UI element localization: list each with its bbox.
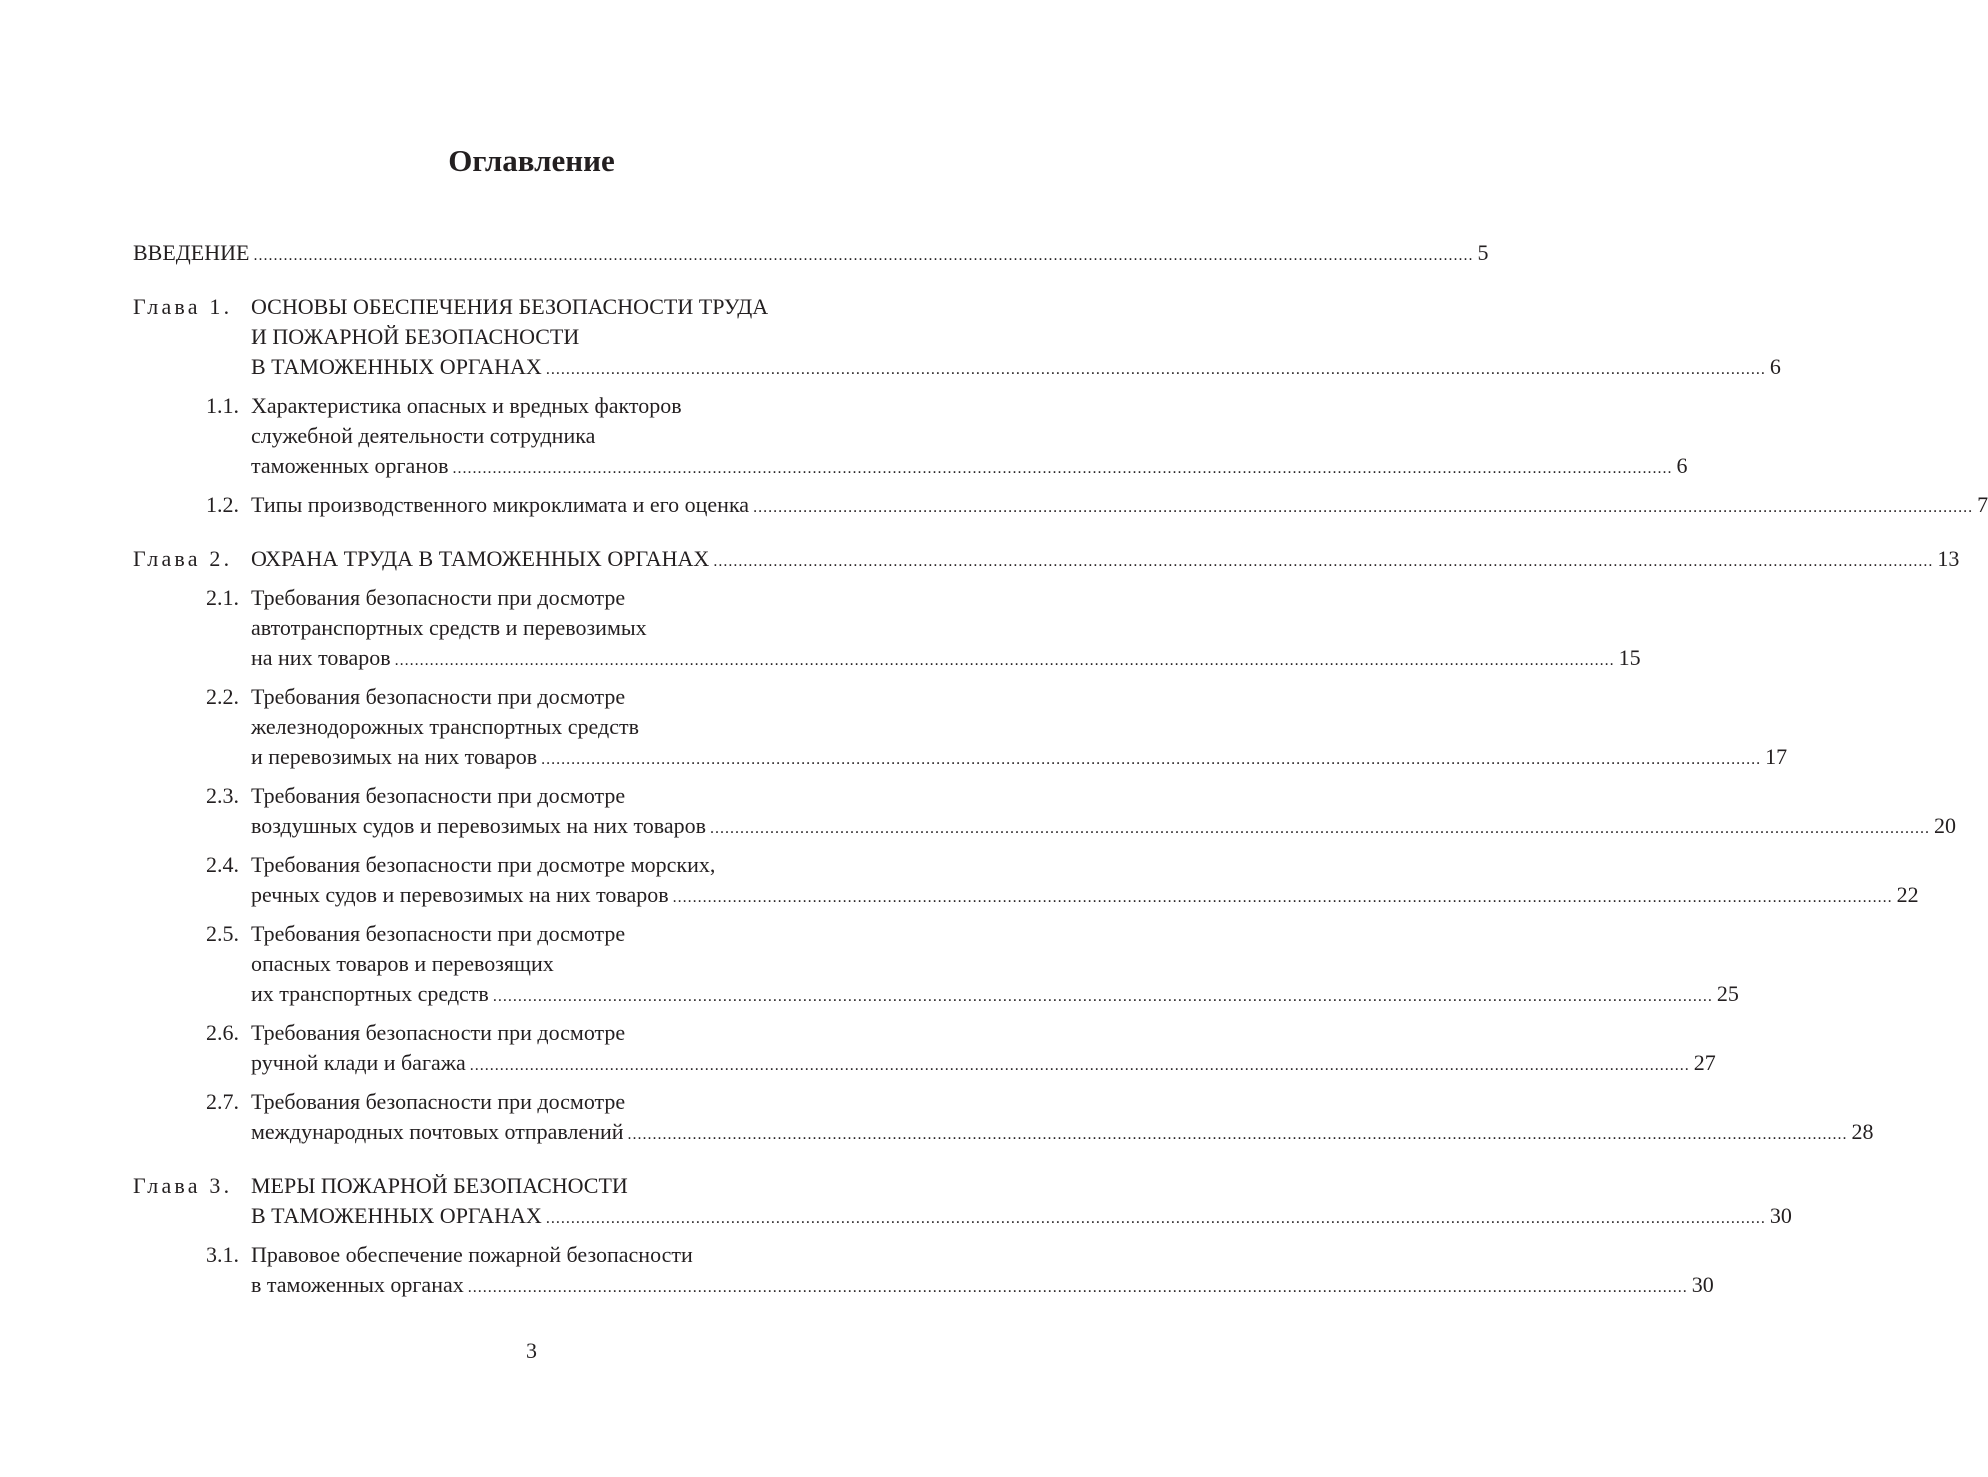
- toc-section-1-1[interactable]: [133, 391, 1688, 484]
- toc-page-number: 7: [1977, 492, 1988, 517]
- dot-leader: [673, 883, 1893, 913]
- page-number: 3: [526, 1338, 537, 1363]
- section-number: 2.7.: [206, 1089, 239, 1114]
- section-number: 2.2.: [206, 684, 239, 709]
- section-title-line: ручной клади и багажа: [251, 1050, 466, 1075]
- section-title-line: речных судов и перевозимых на них товаров: [251, 882, 669, 907]
- dot-leader: [541, 745, 1761, 775]
- toc-page-number: 5: [1477, 240, 1489, 265]
- toc-page-number: 13: [1937, 546, 1960, 571]
- chapter-title-line: ОСНОВЫ ОБЕСПЕЧЕНИЯ БЕЗОПАСНОСТИ ТРУДА: [251, 294, 769, 319]
- toc-page-number: 6: [1676, 453, 1688, 478]
- section-title-line: на них товаров: [251, 645, 391, 670]
- section-title-line: опасных товаров и перевозящих: [251, 951, 554, 976]
- dot-leader: [470, 1051, 1690, 1081]
- section-title-line: их транспортных средств: [251, 981, 489, 1006]
- section-title-line: Требования безопасности при досмотре: [251, 1020, 626, 1045]
- toc-chapter-1[interactable]: [133, 292, 1781, 385]
- section-title-line: автотранспортных средств и перевозимых: [251, 615, 647, 640]
- toc-section-2-3[interactable]: [133, 781, 1957, 844]
- section-title-line: в таможенных органах: [251, 1272, 464, 1297]
- section-number: 2.3.: [206, 783, 239, 808]
- toc-chapter-3[interactable]: [133, 1171, 1792, 1234]
- section-number: 2.1.: [206, 585, 239, 610]
- section-title-line: Требования безопасности при досмотре: [251, 1089, 626, 1114]
- section-title-line: таможенных органов: [251, 453, 449, 478]
- page-title: Оглавление: [448, 143, 615, 178]
- dot-leader: [713, 547, 1933, 577]
- section-title-line: Типы производственного микроклимата и его оценка: [251, 492, 750, 517]
- section-number: 2.5.: [206, 921, 239, 946]
- dot-leader: [546, 1204, 1766, 1234]
- section-title-line: служебной деятельности сотрудника: [251, 423, 596, 448]
- dot-leader: [493, 982, 1713, 1012]
- section-title-line: Требования безопасности при досмотре морских,: [251, 852, 716, 877]
- toc-section-2-1[interactable]: [133, 583, 1641, 676]
- chapter-label: Глава 1.: [133, 294, 233, 319]
- section-title-line: Требования безопасности при досмотре: [251, 585, 626, 610]
- dot-leader: [468, 1273, 1688, 1303]
- toc-chapter-2[interactable]: [133, 544, 1960, 577]
- section-title-line: Требования безопасности при досмотре: [251, 684, 626, 709]
- toc-page-number: 6: [1769, 354, 1781, 379]
- toc-page-number: 22: [1896, 882, 1919, 907]
- section-number: 1.1.: [206, 393, 239, 418]
- toc-page-number: 28: [1851, 1119, 1874, 1144]
- dot-leader: [710, 814, 1930, 844]
- toc-section-2-6[interactable]: [133, 1018, 1716, 1081]
- dot-leader: [546, 355, 1766, 385]
- toc-section-2-2[interactable]: [133, 682, 1788, 775]
- toc-entry-intro[interactable]: [133, 238, 1489, 271]
- section-title-line: Требования безопасности при досмотре: [251, 921, 626, 946]
- section-title-line: железнодорожных транспортных средств: [251, 714, 639, 739]
- toc-page-number: 30: [1769, 1203, 1792, 1228]
- toc-section-2-7[interactable]: [133, 1087, 1874, 1150]
- dot-leader: [395, 646, 1615, 676]
- section-number: 1.2.: [206, 492, 239, 517]
- dot-leader: [452, 454, 1672, 484]
- chapter-title-line: ОХРАНА ТРУДА В ТАМОЖЕННЫХ ОРГАНАХ: [251, 546, 710, 571]
- toc-section-2-5[interactable]: [133, 919, 1739, 1012]
- chapter-title-line: В ТАМОЖЕННЫХ ОРГАНАХ: [251, 1203, 542, 1228]
- chapter-label: Глава 3.: [133, 1173, 233, 1198]
- toc-page-number: 25: [1716, 981, 1739, 1006]
- section-title-line: Правовое обеспечение пожарной безопасности: [251, 1242, 693, 1267]
- section-title-line: Характеристика опасных и вредных факторов: [251, 393, 682, 418]
- section-title-line: Требования безопасности при досмотре: [251, 783, 626, 808]
- toc-page-number: 15: [1618, 645, 1641, 670]
- section-number: 2.6.: [206, 1020, 239, 1045]
- section-title-line: международных почтовых отправлений: [251, 1119, 624, 1144]
- chapter-title-line: МЕРЫ ПОЖАРНОЙ БЕЗОПАСНОСТИ: [251, 1173, 628, 1198]
- toc-section-1-2[interactable]: [133, 490, 1988, 523]
- chapter-label: Глава 2.: [133, 546, 233, 571]
- toc-section-3-1[interactable]: [133, 1240, 1714, 1303]
- section-number: 2.4.: [206, 852, 239, 877]
- chapter-title-line: И ПОЖАРНОЙ БЕЗОПАСНОСТИ: [251, 324, 580, 349]
- dot-leader: [753, 493, 1973, 523]
- toc-page-number: 30: [1691, 1272, 1714, 1297]
- toc-page-number: 17: [1765, 744, 1788, 769]
- dot-leader: [253, 241, 1473, 271]
- table-of-contents: [133, 238, 1988, 1303]
- dot-leader: [628, 1120, 1848, 1150]
- toc-page-number: 27: [1693, 1050, 1716, 1075]
- section-title-line: и перевозимых на них товаров: [251, 744, 538, 769]
- section-number: 3.1.: [206, 1242, 239, 1267]
- toc-page-number: 20: [1934, 813, 1957, 838]
- section-title-line: воздушных судов и перевозимых на них товаров: [251, 813, 707, 838]
- toc-entry-title: ВВЕДЕНИЕ: [133, 240, 250, 265]
- chapter-title-line: В ТАМОЖЕННЫХ ОРГАНАХ: [251, 354, 542, 379]
- toc-section-2-4[interactable]: [133, 850, 1919, 913]
